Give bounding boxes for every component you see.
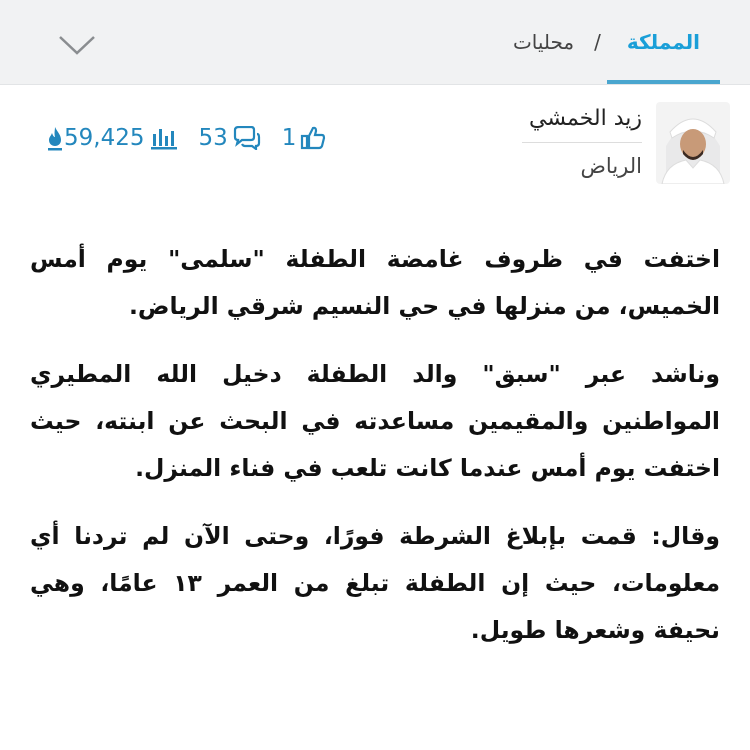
likes-stat[interactable]: [282, 125, 327, 151]
views-count: 59,425: [64, 125, 145, 151]
divider: [522, 142, 642, 143]
author-name[interactable]: زيد الخمشي: [529, 106, 642, 131]
comments-count: 53: [198, 125, 228, 151]
author-city: الرياض: [580, 154, 642, 178]
article-stats: [40, 118, 346, 158]
breadcrumb-section-link[interactable]: محليات: [512, 30, 575, 54]
breadcrumb-separator: /: [594, 30, 601, 54]
article-paragraph-2: وناشد عبر "سبق" والد الطفلة دخيل الله المطيري المواطنين والمقيمين مساعدته في البحث عن ابنته، حيث اختفت يوم أمس عندما كانت تلعب في فناء المنزل.: [30, 360, 720, 482]
article-paragraph-1: اختفت في ظروف غامضة الطفلة "سلمى" يوم أمس الخميس، من منزلها في حي النسيم شرقي الرياض.: [30, 245, 720, 320]
chevron-down-icon[interactable]: [58, 34, 96, 56]
likes-count: 1: [281, 125, 297, 151]
thumbs-up-icon: [300, 125, 326, 151]
flame-icon: [46, 125, 64, 151]
comments-stat[interactable]: [198, 125, 261, 151]
top-navigation-bar: [0, 0, 750, 85]
article-body: [30, 236, 720, 675]
views-stat: [40, 125, 178, 151]
comment-bubbles-icon: [232, 126, 262, 150]
author-avatar[interactable]: [656, 102, 730, 184]
breadcrumb-home-link[interactable]: المملكة: [607, 0, 720, 84]
breadcrumb: [499, 0, 720, 84]
author-block: [490, 96, 750, 190]
article-paragraph-3: وقال: قمت بإبلاغ الشرطة فورًا، وحتى الآن لم تردنا أي معلومات، حيث إن الطفلة تبلغ من العمر ١٣ عامًا، وهي نحيفة وشعرها طويل.: [30, 522, 721, 644]
bar-chart-icon: [150, 126, 178, 150]
